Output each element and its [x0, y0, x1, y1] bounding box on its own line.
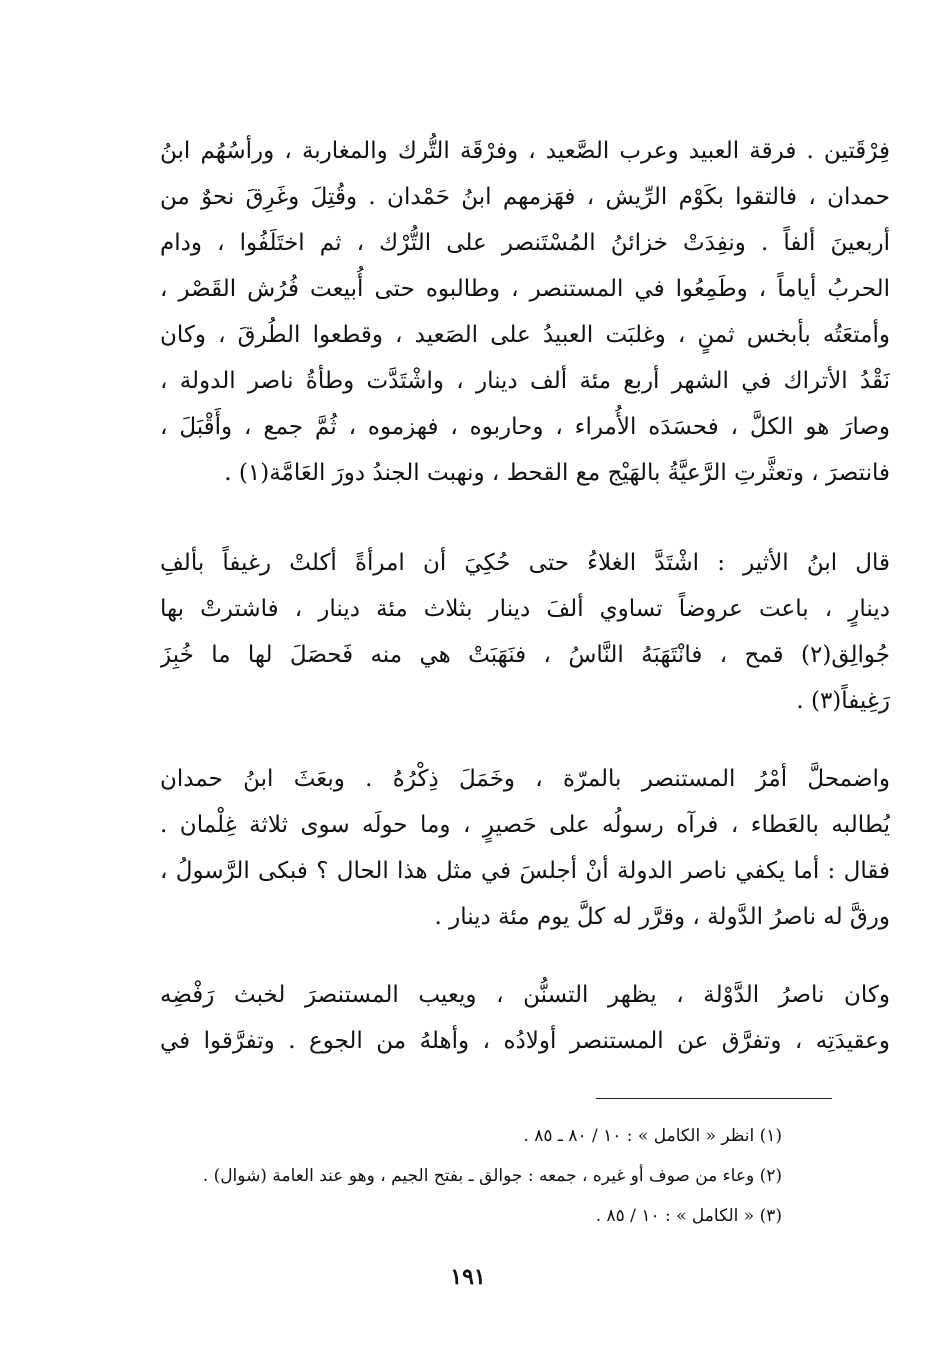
text-line: قال ابنُ الأثير : اشْتَدَّ الغلاءُ حتى حُكِيَ أن امرأةً أكلتْ رغيفاً بألفِ — [160, 550, 890, 576]
text-line: وأمتعَتُه بأبخس ثمنٍ ، وغلبَت العبيدُ على الصَعيد ، وقطعوا الطُرقَ ، وكان — [160, 322, 890, 348]
footnote-divider — [596, 1098, 832, 1099]
paragraph-1 — [160, 128, 890, 496]
text-line: وكان ناصرُ الدَّوْلة ، يظهر التسنُّن ، ويعيب المستنصرَ لخبث رَفْضِه — [160, 982, 890, 1008]
text-line: واضمحلَّ أمْرُ المستنصر بالمرّة ، وخَمَلَ ذِكْرُهُ . وبعَثَ ابنُ حمدان — [160, 766, 890, 792]
text-line: جُوالِق(٢) قمح ، فانْتَهَبَهُ النَّاسُ ، فنَهَبَتْ هي منه فَحصَلَ لها ما خُبِزَ — [160, 642, 890, 668]
text-line: وعقيدَتِه ، وتفرَّق عن المستنصر أولادُه ، وأهلهُ من الجوع . وتفرَّقوا في — [160, 1028, 890, 1054]
footnotes — [160, 1116, 782, 1236]
text-line: دينارٍ ، باعت عروضاً تساوي ألفَ دينار بثلاث مئة دينار ، فاشترتْ بها — [160, 596, 890, 622]
paragraph-3 — [160, 756, 890, 940]
text-line: وصارَ هو الكلَّ ، فحسَدَه الأُمراء ، وحاربوه ، فهزموه ، ثُمَّ جمع ، وأَقْبَلَ ، — [160, 414, 890, 440]
text-line: فِرْقَتين . فرقة العبيد وعرب الصَّعيد ، وفرْقَة التُّرك والمغاربة ، ورأسُهُم ابنُ — [160, 138, 890, 164]
text-line: الحربُ أياماً ، وطَمِعُوا في المستنصر ، وطالبوه حتى أُبيعت فُرُش القَصْر ، — [160, 276, 890, 302]
footnote-3: (٣) « الكامل » : ١٠ / ٨٥ . — [595, 1206, 782, 1226]
text-line: ورقَّ له ناصرُ الدَّولة ، وقرَّر له كلَّ يوم مئة دينار . — [434, 904, 890, 930]
text-line: يُطالبه بالعَطاء ، فرآه رسولُه على حَصيرٍ ، وما حولَه سوى ثلاثة غِلْمان . — [160, 812, 890, 838]
text-line: حمدان ، فالتقوا بكَوْم الرِّيش ، فهَزمهم ابنُ حَمْدان . وقُتِلَ وغَرِقَ نحوٌ من — [160, 184, 890, 210]
text-line: أربعينَ ألفاً . ونفِدَتْ خزائنُ المُسْتَنصر على التُّرْك ، ثم اختَلَفُوا ، ودام — [160, 230, 890, 256]
text-line: نَقْدُ الأتراك في الشهر أربع مئة ألف دينار ، واشْتَدَّت وطأةُ ناصر الدولة ، — [160, 368, 890, 394]
text-line: فقال : أما يكفي ناصر الدولة أنْ أجلسَ في مثل هذا الحال ؟ فبكى الرَّسولُ ، — [160, 858, 890, 884]
paragraph-4 — [160, 972, 890, 1064]
paragraph-2 — [160, 540, 890, 724]
footnote-2: (٢) وعاء من صوف أو غيره ، جمعه : جوالق ـ بفتح الجيم ، وهو عند العامة (شوال) . — [202, 1166, 782, 1186]
text-line: فانتصرَ ، وتعثَّرتِ الرَّعيَّةُ بالهَيْج مع القحط ، ونهبت الجندُ دورَ العَامَّة(١) . — [224, 460, 890, 486]
footnote-1: (١) انظر « الكامل » : ١٠ / ٨٠ ـ ٨٥ . — [523, 1126, 782, 1146]
text-line: رَغِيفاً(٣) . — [796, 688, 890, 714]
page-number: ١٩١ — [450, 1264, 486, 1290]
